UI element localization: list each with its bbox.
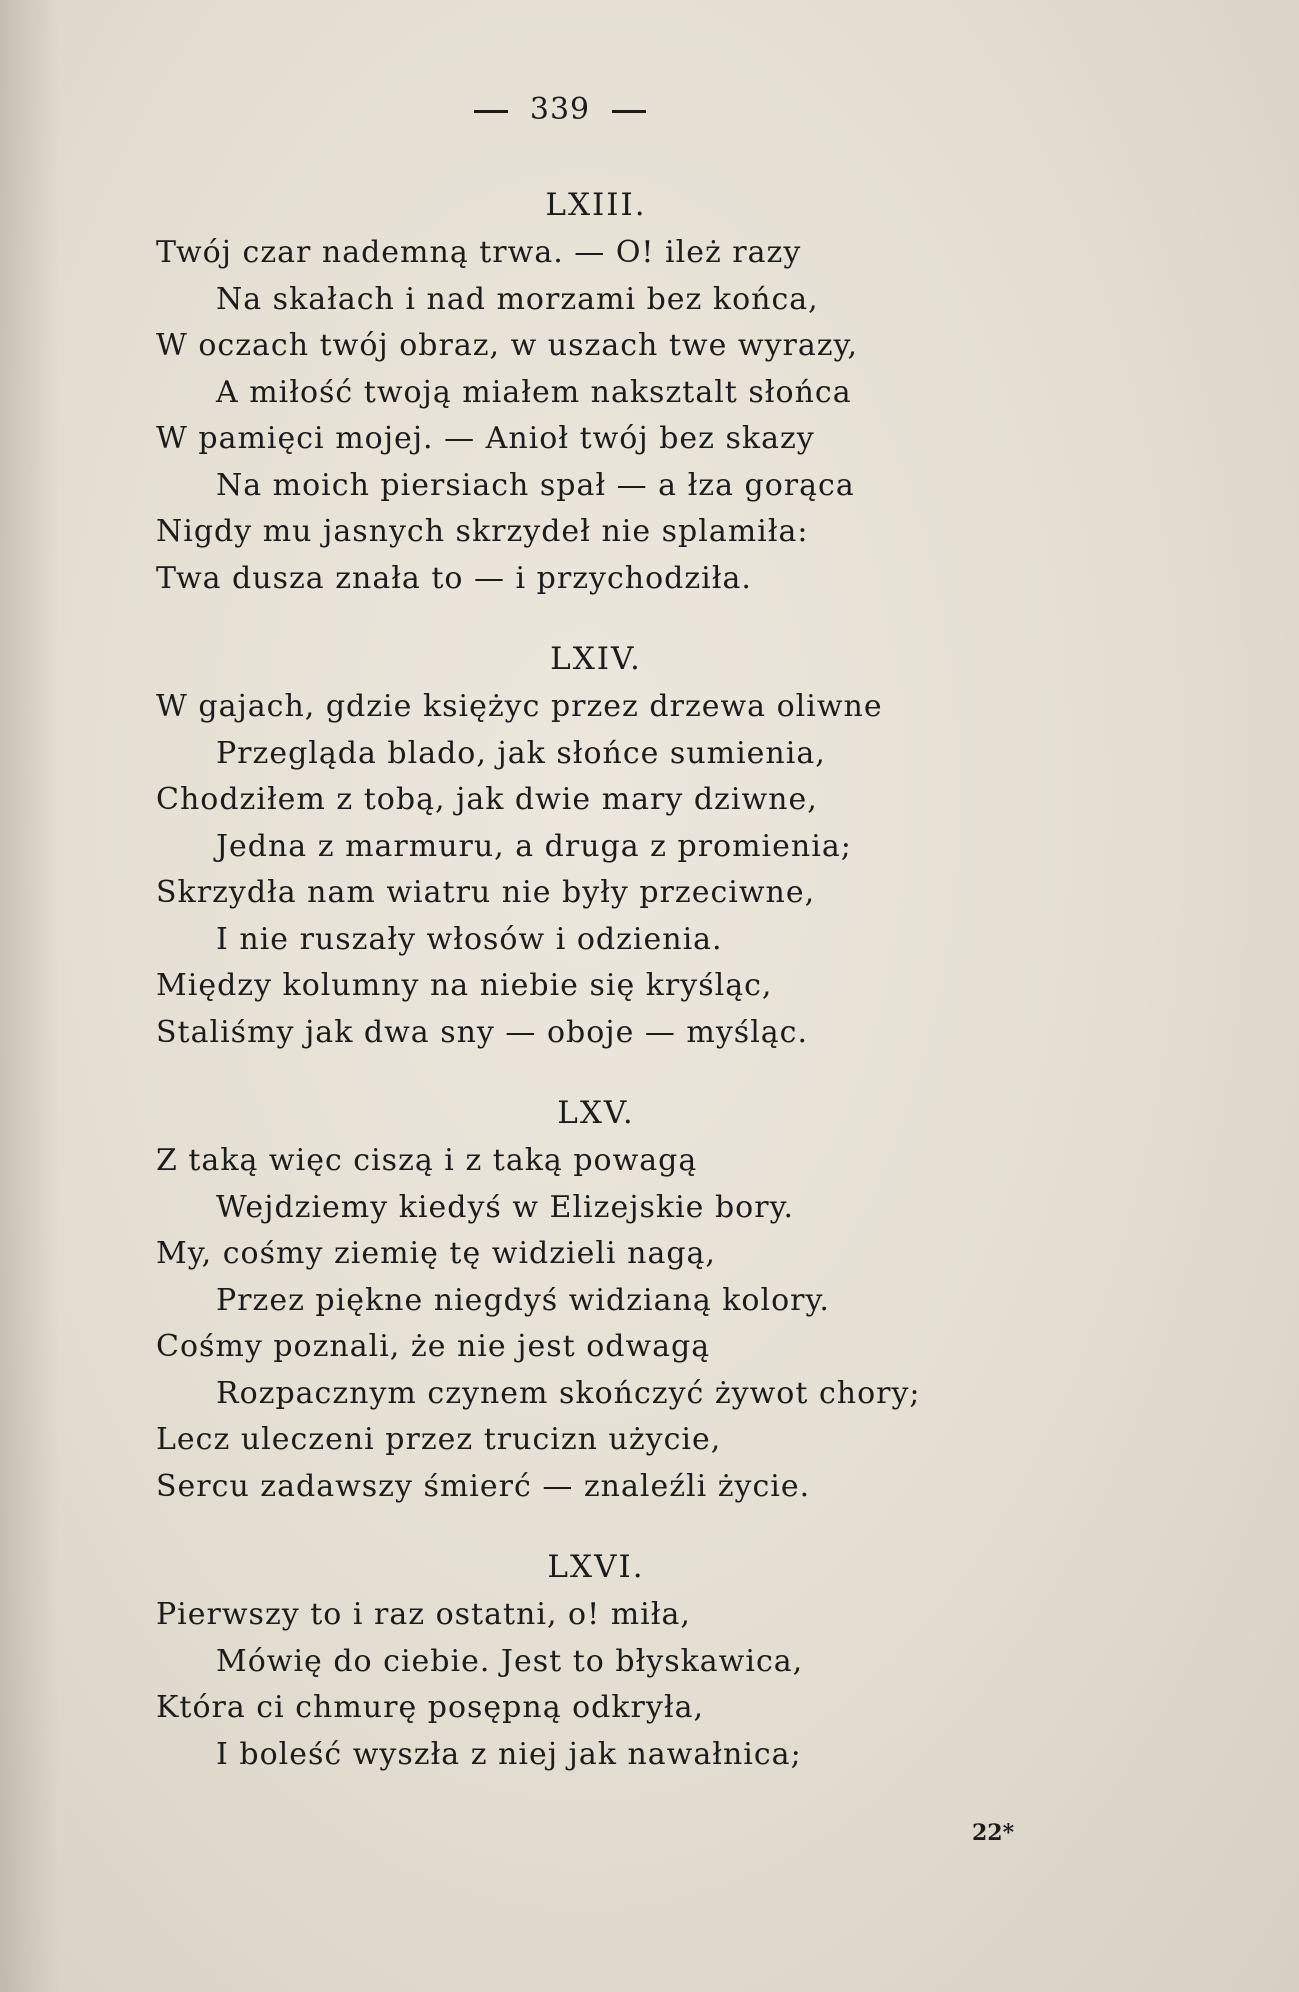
verse-line: Skrzydła nam wiatru nie były przeciwne, [156,875,816,910]
verse-line: Przez piękne niegdyś widzianą kolory. [216,1282,830,1318]
verse-line: Między kolumny na niebie się kryśląc, [156,968,773,1003]
verse-line: Jedna z marmuru, a druga z promienia; [216,828,852,864]
verse-line: Na skałach i nad morzami bez końca, [216,281,819,317]
poem-body [156,180,1056,1810]
page-number: 339 [529,92,591,127]
stanza-title: LXVI. [547,1549,645,1585]
verse-line: Mówię do ciebie. Jest to błyskawica, [216,1643,804,1679]
verse-line: Lecz uleczeni przez trucizn użycie, [156,1422,722,1457]
verse-line: W pamięci mojej. — Anioł twój bez skazy [156,421,815,456]
verse-line: W gajach, gdzie księżyc przez drzewa oliwne [156,689,883,724]
verse-line: My, cośmy ziemię tę widzieli nagą, [156,1236,716,1271]
verse-line: Wejdziemy kiedyś w Elizejskie bory. [216,1189,795,1225]
page-edge-shadow [0,0,60,1992]
stanza-title: LXIV. [550,641,642,677]
verse-line: Sercu zadawszy śmierć — znaleźli życie. [156,1468,811,1504]
verse-line: Przegląda blado, jak słońce sumienia, [216,735,826,771]
header-dash-left [474,110,508,113]
stanza [156,180,1056,602]
verse-line: A miłość twoją miałem naksztalt słońca [216,374,852,410]
verse-line: Na moich piersiach spał — a łza gorąca [216,467,855,503]
verse-line: Rozpacznym czynem skończyć żywot chory; [216,1375,921,1411]
header-dash-right [612,110,646,113]
verse-line: W oczach twój obraz, w uszach twe wyrazy, [156,328,859,363]
verse-line: Chodziłem z tobą, jak dwie mary dziwne, [156,782,818,817]
stanza [156,1088,1056,1510]
page-header [0,92,1120,127]
verse-line: Z taką więc ciszą i z taką powagą [156,1143,698,1178]
verse-line: Twój czar nademną trwa. — O! ileż razy [156,235,802,270]
verse-line: Cośmy poznali, że nie jest odwagą [156,1329,711,1364]
stanza [156,1542,1056,1778]
verse-line: Pierwszy to i raz ostatni, o! miła, [156,1597,691,1632]
verse-line: Twa dusza znała to — i przychodziła. [156,560,752,596]
printer-signature-mark: 22* [972,1820,1015,1846]
verse-line: Nigdy mu jasnych skrzydeł nie splamiła: [156,514,809,549]
stanza [156,634,1056,1056]
verse-line: I nie ruszały włosów i odzienia. [216,921,723,957]
stanza-title: LXV. [557,1095,635,1131]
stanza-title: LXIII. [545,187,647,223]
verse-line: Staliśmy jak dwa sny — oboje — myśląc. [156,1014,809,1050]
verse-line: Która ci chmurę posępną odkryła, [156,1690,704,1725]
verse-line: I boleść wyszła z niej jak nawałnica; [216,1736,802,1772]
